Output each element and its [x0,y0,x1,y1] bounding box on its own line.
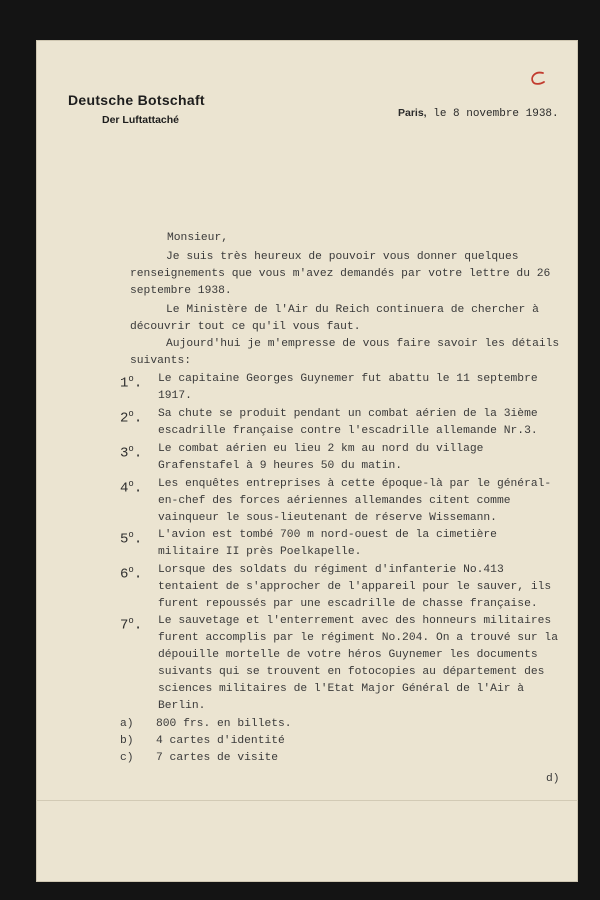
department-name: Der Luftattaché [102,114,180,126]
item-number: 2 [120,410,129,427]
document-list-item [120,750,278,767]
numbered-item: 2$^o$. Sa chute se produit pendant un combat aérien de la 3ième escadrille française contre l'escadrille allemande Nr.3. [120,406,560,440]
dateline-city: Paris, [398,107,427,119]
list-label: b) [120,735,134,747]
numbered-item: 4$^o$. Les enquêtes entreprises à cette époque-là par le général-en-chef des forces aériennes allemandes citent comme vainqueur le sous-lieutenant de réserve Wissemann. [120,476,560,527]
dateline-date: le 8 novembre 1938. [433,108,559,120]
numbered-item: 1$^o$. Le capitaine Georges Guynemer fut abattu le 11 septembre 1917. [120,371,560,405]
item-text: Lorsque des soldats du régiment d'infanterie No.413 tentaient de s'approcher de l'appareil pour le sauver, ils furent repoussés par une escadrille de chasse française. [158,564,552,610]
paragraph: Le Ministère de l'Air du Reich continuera de chercher à découvrir tout ce qu'il vous faut. [130,304,539,333]
item-number: 4 [120,480,129,497]
list-text: 800 frs. en billets. [156,718,292,730]
item-number: 3 [120,445,129,462]
item-number: 6 [120,566,129,583]
item-degree: o [128,409,134,419]
item-text: Les enquêtes entreprises à cette époque-là par le général-en-chef des forces aériennes allemandes citent comme vainqueur le sous-lieutenant de réserve Wissemann. [158,478,552,524]
item-text: Le combat aérien eu lieu 2 km au nord du village Grafenstafel à 9 heures 50 du matin. [158,443,484,472]
document-list-item [120,716,292,733]
numbered-item: 3$^o$. Le combat aérien eu lieu 2 km au nord du village Grafenstafel à 9 heures 50 du matin. [120,441,560,475]
item-number: 5 [120,531,129,548]
item-degree: o [128,565,134,575]
document-list-item [120,733,285,750]
numbered-item: 7$^o$. Le sauvetage et l'enterrement avec des honneurs militaires furent accomplis par le régiment No.204. On a trouvé sur la dépouille mortelle de votre héros Guynemer les documents suivants qui se trouvent en fotocopies au département des sciences militaires de l'Etat Major Général de l'Air à Berlin. [120,613,560,715]
item-text: Le sauvetage et l'enterrement avec des honneurs militaires furent accomplis par le régiment No.204. On a trouvé sur la dépouille mortelle de votre héros Guynemer les documents suivants qui se trouvent en fotocopies au département des sciences militaires de l'Etat Major Général de l'Air à Berlin. [158,615,558,712]
dateline [398,107,559,120]
item-text: L'avion est tombé 700 m nord-ouest de la cimetière militaire II près Poelkapelle. [158,529,497,558]
item-degree: o [128,479,134,489]
list-label: a) [120,718,134,730]
paragraph: Je suis très heureux de pouvoir vous donner quelques renseignements que vous m'avez demandés par votre lettre du 26 septembre 1938. [130,251,551,297]
item-number: 7 [120,617,129,634]
item-degree: o [128,444,134,454]
list-text: 4 cartes d'identité [156,735,285,747]
salutation: Monsieur, [167,232,229,244]
letter-page [36,40,578,882]
list-label: c) [120,752,134,764]
red-pencil-mark-icon [527,68,549,90]
organization-name: Deutsche Botschaft [68,92,205,108]
continuation-marker: d) [546,773,560,785]
paragraph: Aujourd'hui je m'empresse de vous faire savoir les détails suivants: [130,338,560,367]
item-degree: o [128,616,134,626]
numbered-item: 5$^o$. L'avion est tombé 700 m nord-ouest de la cimetière militaire II près Poelkapelle. [120,527,560,561]
item-degree: o [128,374,134,384]
item-degree: o [128,530,134,540]
numbered-item: 6$^o$. Lorsque des soldats du régiment d'infanterie No.413 tentaient de s'approcher de l'appareil pour le sauver, ils furent repoussés par une escadrille de chasse française. [120,562,560,613]
list-text: 7 cartes de visite [156,752,279,764]
item-text: Le capitaine Georges Guynemer fut abattu le 11 septembre 1917. [158,373,538,402]
item-number: 1 [120,375,129,392]
letterhead [68,92,205,126]
item-text: Sa chute se produit pendant un combat aérien de la 3ième escadrille française contre l'escadrille allemande Nr.3. [158,408,538,437]
